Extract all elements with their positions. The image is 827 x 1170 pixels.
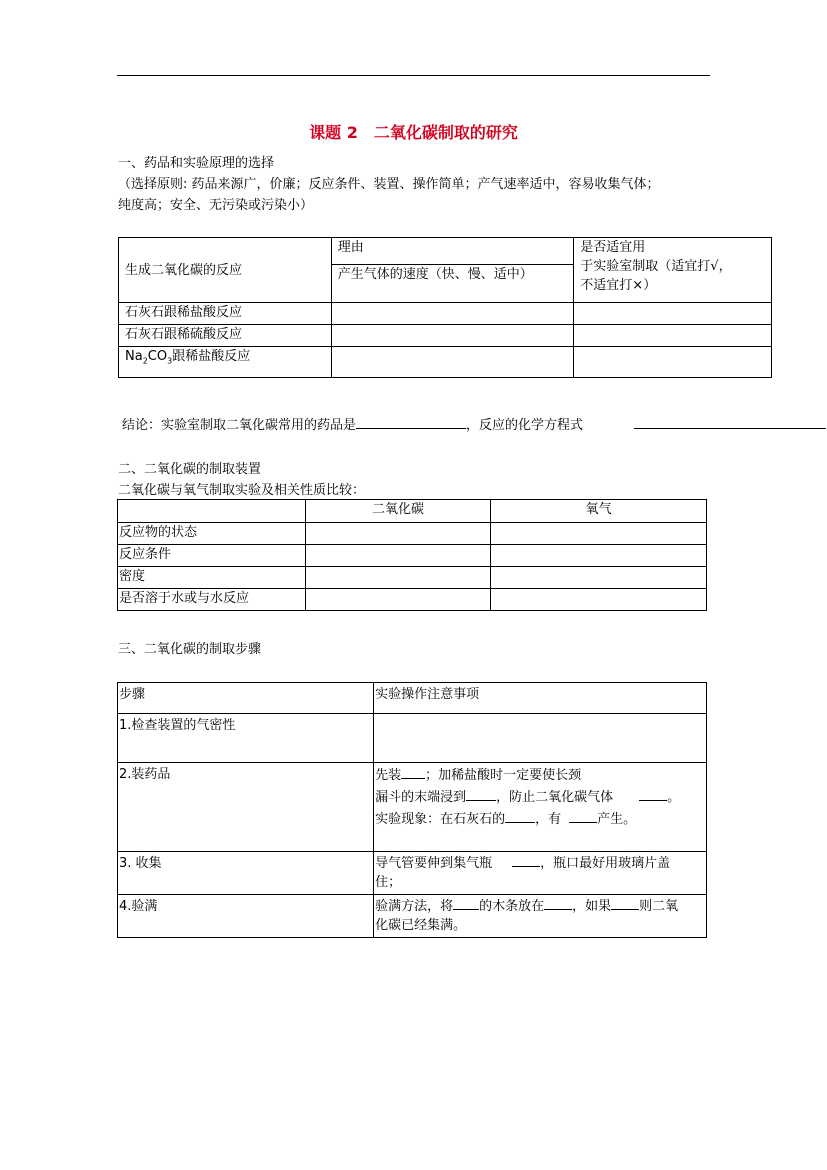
- property-row-4: 是否溶于水或与水反应: [118, 589, 306, 611]
- header-suitable: 是否适宜用 于实验室制取（适宜打√， 不适宜打×）: [574, 238, 772, 303]
- step-1-notes: [374, 714, 707, 763]
- section2-heading: 二、二氧化碳的制取装置: [118, 462, 262, 477]
- col-co2: 二氧化碳: [305, 500, 491, 523]
- col-o2: 氧气: [491, 500, 707, 523]
- header-reaction: 生成二氧化碳的反应: [119, 238, 332, 303]
- co2-cell-4: [305, 589, 491, 611]
- suitable-cell-1: [574, 303, 772, 325]
- steps-table: [117, 682, 707, 938]
- co2-cell-3: [305, 567, 491, 589]
- step-2-notes: 先装 ；加稀盐酸时一定要使长颈 漏斗的末端浸到 ，防止二氧化碳气体 。 实验现象：在石灰石的 ，有 产生。: [374, 763, 707, 852]
- comparison-corner: [118, 500, 306, 523]
- speed-cell-2: [331, 325, 574, 347]
- step-2: 2.装药品: [118, 763, 374, 852]
- co2-cell-1: [305, 523, 491, 545]
- speed-cell-1: [331, 303, 574, 325]
- principle-line1: （选择原则: 药品来源广，价廉；反应条件、装置、操作简单；产气速率适中，容易收集气体；: [118, 177, 660, 192]
- conclusion-line: 结论：实验室制取二氧化碳常用的药品是 ，反应的化学方程式: [122, 418, 584, 433]
- comparison-table: [117, 499, 707, 611]
- o2-cell-4: [491, 589, 707, 611]
- reagent-blank[interactable]: [356, 416, 466, 429]
- reaction-table: [118, 237, 772, 378]
- header-step: 步骤: [118, 683, 374, 714]
- header-speed: 产生气体的速度（快、慢、适中）: [331, 265, 574, 303]
- header-rule: [117, 75, 710, 76]
- section1-heading: 一、药品和实验原理的选择: [118, 156, 275, 171]
- o2-cell-1: [491, 523, 707, 545]
- reaction-row-1: 石灰石跟稀盐酸反应: [119, 303, 332, 325]
- suitable-cell-2: [574, 325, 772, 347]
- reaction-row-3: $Na_2CO_3$跟稀盐酸反应: [119, 347, 332, 378]
- principle-line2: 纯度高；安全、无污染或污染小）: [118, 198, 314, 213]
- section2-subheading: 二氧化碳与氧气制取实验及相关性质比较：: [118, 483, 366, 498]
- header-notes: 实验操作注意事项: [374, 683, 707, 714]
- step-4-notes: 验满方法，将 的木条放在 ，如果 则二氧 化碳已经集满。: [374, 895, 707, 938]
- step-3: 3. 收集: [118, 852, 374, 895]
- property-row-3: 密度: [118, 567, 306, 589]
- header-reason: 理由: [331, 238, 574, 265]
- property-row-1: 反应物的状态: [118, 523, 306, 545]
- equation-blank[interactable]: [634, 414, 826, 429]
- co2-cell-2: [305, 545, 491, 567]
- page-title: 课题 2 二氧化碳制取的研究: [309, 123, 518, 142]
- o2-cell-2: [491, 545, 707, 567]
- reaction-row-2: 石灰石跟稀硫酸反应: [119, 325, 332, 347]
- step-1: 1.检查装置的气密性: [118, 714, 374, 763]
- o2-cell-3: [491, 567, 707, 589]
- speed-cell-3: [331, 347, 574, 378]
- suitable-cell-3: [574, 347, 772, 378]
- property-row-2: 反应条件: [118, 545, 306, 567]
- step-4: 4.验满: [118, 895, 374, 938]
- step-3-notes: 导气管要伸到集气瓶 ，瓶口最好用玻璃片盖 住；: [374, 852, 707, 895]
- section3-heading: 三、二氧化碳的制取步骤: [118, 642, 262, 657]
